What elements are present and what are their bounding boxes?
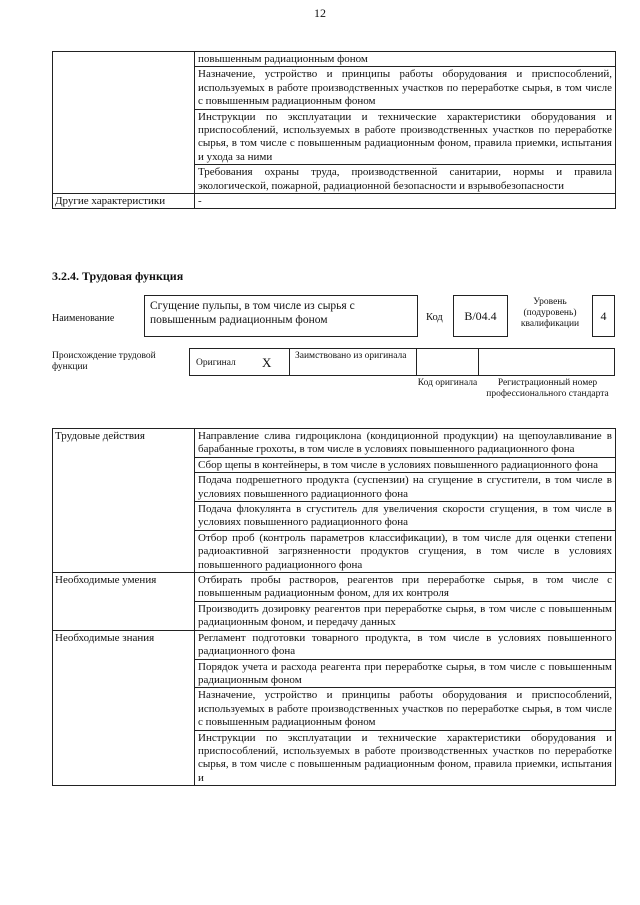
function-name-value: Сгущение пульпы, в том числе из сырья с повышенным радиационным фоном	[150, 300, 355, 326]
code-value: B/04.4	[464, 309, 497, 323]
table-cell: Регламент подготовки товарного продукта, в том числе в условиях повышенного радиационного фона	[195, 630, 616, 659]
table-cell: Инструкции по эксплуатации и технические характеристики оборудования и приспособлений, используемых в работе производственных участков по переработке сырья, в том числе с повышенным радиационным фоном, правила приемки, испытания и	[195, 730, 616, 786]
row-label: Трудовые действия	[53, 429, 195, 573]
origin-reg-box	[478, 348, 615, 376]
original-label: Оригинал	[196, 358, 236, 368]
table-row	[53, 630, 616, 659]
row-label: Другие характеристики	[53, 194, 195, 209]
code-caption: Код оригинала	[417, 378, 478, 388]
table-cell: Отбор проб (контроль параметров классификации), в том числе для оценки степени радиоактивной загрязненности продуктов сгущения, в том числе в условиях повышенного радиационного фона	[195, 530, 616, 572]
reg-caption: Регистрационный номер профессионального стандарта	[486, 378, 609, 399]
origin-original-box	[189, 348, 290, 376]
table-cell: Инструкции по эксплуатации и технические характеристики оборудования и приспособлений, используемых в работе производственных участков по переработке сырья, в том числе с повышенным радиационным фоном, правила приемки, испытания и ухода за ними	[195, 109, 616, 165]
borrowed-label: Заимствовано из оригинала	[295, 351, 407, 361]
table-cell: Требования охраны труда, производственной санитарии, нормы и правила экологической, пожарной, радиационной безопасности и взрывобезопасности	[195, 165, 616, 194]
original-mark: X	[262, 355, 272, 370]
origin-borrowed-box	[289, 348, 417, 376]
table-cell: Сбор щепы в контейнеры, в том числе в условиях повышенного радиационного фона	[195, 457, 616, 472]
table-cell: Подача подрешетного продукта (суспензии) на сгущение в сгустители, в том числе в условиях повышенного радиационного фона	[195, 473, 616, 502]
table-row	[53, 429, 616, 458]
table-cell: повышенным радиационным фоном	[195, 52, 616, 67]
table-row	[53, 573, 616, 602]
row-label: Необходимые умения	[53, 573, 195, 631]
row-label-empty	[53, 52, 195, 194]
table-cell: Производить дозировку реагентов при переработке сырья, в том числе с повышенным радиационным фоном, и передачу данных	[195, 601, 616, 630]
code-value-box	[453, 295, 508, 337]
function-name-box	[144, 295, 418, 337]
table-row	[53, 52, 616, 67]
table-cell: Назначение, устройство и принципы работы оборудования и приспособлений, используемых в работе производственных участков по переработке сырья, в том числе с повышенным радиационным фоном	[195, 67, 616, 109]
level-value: 4	[600, 309, 607, 323]
level-label: Уровень (подуровень) квалификации	[520, 297, 580, 329]
main-table	[52, 428, 616, 786]
table-cell: Порядок учета и расхода реагента при переработке сырья, в том числе с повышенным радиационным фоном	[195, 659, 616, 688]
level-value-box	[592, 295, 615, 337]
row-label: Необходимые знания	[53, 630, 195, 785]
table-cell: Отбирать пробы растворов, реагентов при переработке сырья, в том числе с повышенным радиационным фоном, для их контроля	[195, 573, 616, 602]
table-cell: -	[195, 194, 616, 209]
origin-code-box	[416, 348, 479, 376]
section-heading: 3.2.4. Трудовая функция	[52, 269, 184, 283]
code-label: Код	[426, 312, 443, 323]
table-cell: Направление слива гидроциклона (кондиционной продукции) на щепоулавливание в барабанные грохоты, в том числе в условиях повышенного радиационного фона	[195, 429, 616, 458]
table-cell: Назначение, устройство и принципы работы оборудования и приспособлений, используемых в работе производственных участков по переработке сырья, в том числе с повышенным радиационным фоном	[195, 688, 616, 730]
top-table	[52, 51, 616, 209]
table-cell: Подача флокулянта в сгуститель для увеличения скорости сгущения, в том числе в условиях повышенного радиационного фона	[195, 502, 616, 531]
table-row	[53, 194, 616, 209]
name-label: Наименование	[52, 313, 115, 324]
page-number: 12	[314, 6, 326, 20]
origin-label: Происхождение трудовой функции	[52, 351, 156, 372]
